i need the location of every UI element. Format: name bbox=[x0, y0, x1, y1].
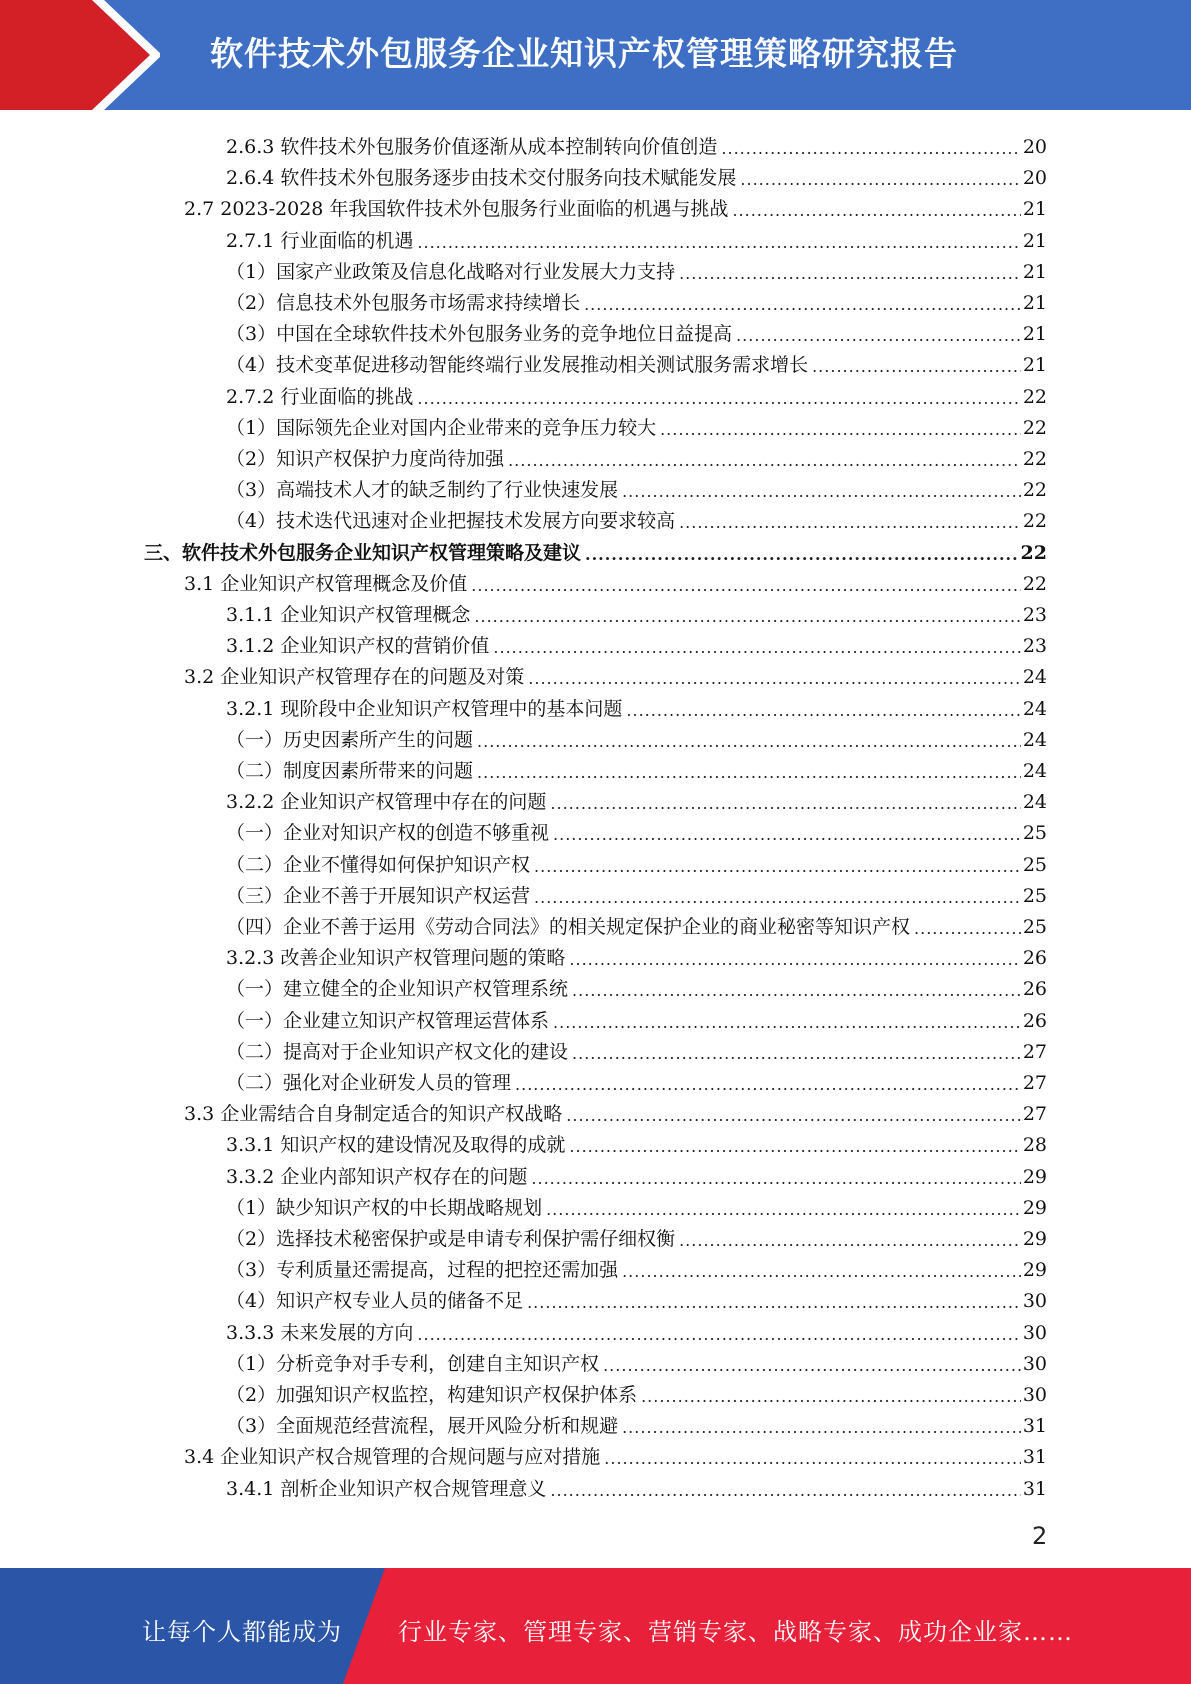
toc-entry[interactable] bbox=[184, 1095, 1047, 1126]
toc-entry-title: 2.7.1 行业面临的机遇 bbox=[226, 229, 414, 252]
toc-entry-title: （1）国家产业政策及信息化战略对行业发展大力支持 bbox=[226, 260, 676, 283]
toc-entry[interactable] bbox=[226, 378, 1047, 409]
toc-entry-title: 3.4 企业知识产权合规管理的合规问题与应对措施 bbox=[184, 1446, 601, 1469]
toc-dot-leader bbox=[572, 1040, 1021, 1064]
toc-entry-page: 24 bbox=[1022, 760, 1047, 782]
toc-entry[interactable] bbox=[226, 814, 1047, 845]
toc-entry[interactable] bbox=[226, 1345, 1047, 1376]
toc-dot-leader bbox=[914, 915, 1021, 939]
toc-entry-title: （1）缺少知识产权的中长期战略规划 bbox=[226, 1196, 543, 1219]
toc-dot-leader bbox=[584, 291, 1021, 315]
toc-entry[interactable] bbox=[226, 783, 1047, 814]
toc-entry-page: 22 bbox=[1022, 416, 1047, 439]
toc-entry-title: （2）知识产权保护力度尚待加强 bbox=[226, 448, 505, 470]
toc-entry-page: 23 bbox=[1022, 604, 1047, 626]
toc-entry-page: 24 bbox=[1022, 666, 1047, 689]
toc-dot-leader bbox=[736, 322, 1021, 346]
toc-entry-title: （一）建立健全的企业知识产权管理系统 bbox=[226, 978, 569, 1001]
toc-entry-page: 21 bbox=[1022, 354, 1047, 377]
page-number: 2 bbox=[1032, 1522, 1048, 1550]
toc-dot-leader bbox=[679, 1227, 1021, 1251]
toc-entry-title: 3.2.3 改善企业知识产权管理问题的策略 bbox=[226, 947, 566, 970]
toc-entry-page: 29 bbox=[1022, 1259, 1047, 1282]
toc-entry-page: 22 bbox=[1022, 385, 1047, 408]
toc-entry-title: （一）历史因素所产生的问题 bbox=[226, 728, 474, 751]
toc-entry-title: 3.3.2 企业内部知识产权存在的问题 bbox=[226, 1165, 528, 1188]
toc-entry-page: 24 bbox=[1022, 791, 1047, 814]
toc-dot-leader bbox=[553, 1009, 1021, 1033]
toc-entry-title: 2.6.3 软件技术外包服务价值逐渐从成本控制转向价值创造 bbox=[226, 136, 718, 158]
toc-entry-page: 29 bbox=[1022, 1165, 1047, 1188]
toc-dot-leader bbox=[553, 821, 1021, 845]
toc-entry-title: （4）技术变革促进移动智能终端行业发展推动相关测试服务需求增长 bbox=[226, 354, 809, 377]
toc-entry-title: 三、软件技术外包服务企业知识产权管理策略及建议 bbox=[144, 541, 582, 564]
page-footer bbox=[0, 1568, 1191, 1684]
toc-entry-title: （4）知识产权专业人员的储备不足 bbox=[226, 1290, 524, 1313]
toc-entry[interactable] bbox=[226, 128, 1047, 159]
toc-entry[interactable] bbox=[226, 409, 1047, 440]
toc-entry[interactable] bbox=[226, 627, 1047, 658]
toc-entry-page: 30 bbox=[1022, 1290, 1047, 1313]
toc-dot-leader bbox=[417, 229, 1020, 253]
page-header bbox=[0, 0, 1191, 110]
toc-dot-leader bbox=[471, 572, 1021, 596]
toc-entry-page: 31 bbox=[1022, 1446, 1047, 1469]
footer-slogan-right: 行业专家、管理专家、营销专家、战略专家、成功企业家…… bbox=[398, 1618, 1073, 1646]
toc-entry[interactable] bbox=[226, 846, 1047, 877]
toc-entry-title: （3）专利质量还需提高，过程的把控还需加强 bbox=[226, 1259, 619, 1282]
toc-dot-leader bbox=[528, 665, 1021, 689]
toc-dot-leader bbox=[572, 977, 1021, 1001]
toc-dot-leader bbox=[550, 790, 1020, 814]
toc-dot-leader bbox=[641, 1383, 1021, 1407]
toc-entry[interactable] bbox=[226, 159, 1047, 190]
toc-dot-leader bbox=[732, 197, 1020, 221]
toc-entry[interactable] bbox=[226, 1064, 1047, 1095]
toc-entry-title: （一）企业建立知识产权管理运营体系 bbox=[226, 1009, 550, 1032]
toc-entry[interactable] bbox=[226, 1376, 1047, 1407]
toc-entry-title: 3.4.1 剖析企业知识产权合规管理意义 bbox=[226, 1477, 547, 1500]
toc-entry-title: （3）全面规范经营流程，展开风险分析和规避 bbox=[226, 1415, 619, 1438]
toc-dot-leader bbox=[493, 634, 1020, 658]
toc-entry[interactable] bbox=[226, 471, 1047, 502]
toc-entry-page: 21 bbox=[1022, 292, 1047, 314]
toc-entry-page: 21 bbox=[1022, 323, 1047, 346]
toc-entry-title: （二）企业不懂得如何保护知识产权 bbox=[226, 853, 531, 876]
toc-entry[interactable] bbox=[184, 658, 1047, 689]
toc-entry-title: 3.1.1 企业知识产权管理概念 bbox=[226, 604, 471, 626]
toc-dot-leader bbox=[622, 1258, 1021, 1282]
toc-entry-title: （二）制度因素所带来的问题 bbox=[226, 760, 474, 782]
toc-entry[interactable] bbox=[226, 1251, 1047, 1282]
toc-entry-title: （1）国际领先企业对国内企业带来的竞争压力较大 bbox=[226, 416, 657, 439]
toc-entry-title: （一）企业对知识产权的创造不够重视 bbox=[226, 822, 550, 845]
toc-entry[interactable] bbox=[226, 1282, 1047, 1313]
toc-dot-leader bbox=[622, 1414, 1021, 1438]
toc-entry-page: 22 bbox=[1022, 479, 1047, 502]
toc-dot-leader bbox=[603, 1352, 1021, 1376]
toc-entry[interactable] bbox=[226, 690, 1047, 721]
toc-dot-leader bbox=[534, 853, 1021, 877]
toc-entry[interactable] bbox=[226, 1314, 1047, 1345]
toc-dot-leader bbox=[660, 416, 1021, 440]
toc-dot-leader bbox=[546, 1196, 1021, 1220]
toc-entry-title: 3.3 企业需结合自身制定适合的知识产权战略 bbox=[184, 1103, 563, 1126]
toc-entry[interactable] bbox=[226, 596, 1047, 627]
toc-entry-page: 21 bbox=[1022, 260, 1047, 283]
toc-entry[interactable] bbox=[226, 1407, 1047, 1438]
toc-entry-page: 23 bbox=[1022, 635, 1047, 658]
toc-entry-page: 25 bbox=[1022, 884, 1047, 907]
toc-dot-leader bbox=[417, 385, 1020, 409]
toc-entry-page: 22 bbox=[1022, 572, 1047, 595]
toc-entry[interactable] bbox=[226, 346, 1047, 377]
toc-entry-title: （四）企业不善于运用《劳动合同法》的相关规定保护企业的商业秘密等知识产权 bbox=[226, 916, 911, 938]
toc-entry-page: 21 bbox=[1022, 229, 1047, 252]
toc-dot-leader bbox=[569, 1133, 1020, 1157]
toc-entry-page: 21 bbox=[1022, 198, 1047, 221]
toc-entry-title: （2）选择技术秘密保护或是申请专利保护需仔细权衡 bbox=[226, 1228, 676, 1250]
toc-entry[interactable] bbox=[226, 1158, 1047, 1189]
toc-entry-title: 3.1.2 企业知识产权的营销价值 bbox=[226, 635, 490, 658]
toc-entry-page: 20 bbox=[1022, 167, 1047, 190]
toc-entry-page: 31 bbox=[1022, 1415, 1047, 1438]
toc-dot-leader bbox=[477, 728, 1021, 752]
report-title: 软件技术外包服务企业知识产权管理策略研究报告 bbox=[210, 34, 958, 73]
toc-entry[interactable] bbox=[144, 534, 1047, 565]
toc-entry-title: （2）信息技术外包服务市场需求持续增长 bbox=[226, 292, 581, 314]
toc-dot-leader bbox=[531, 1165, 1020, 1189]
toc-dot-leader bbox=[679, 509, 1021, 533]
toc-entry-page: 22 bbox=[1022, 448, 1047, 470]
toc-entry-page: 22 bbox=[1020, 541, 1047, 564]
toc-entry[interactable] bbox=[226, 752, 1047, 783]
toc-dot-leader bbox=[566, 1102, 1021, 1126]
toc-entry-title: （1）分析竞争对手专利，创建自主知识产权 bbox=[226, 1352, 600, 1375]
toc-entry-page: 25 bbox=[1022, 916, 1047, 938]
toc-entry[interactable] bbox=[226, 1220, 1047, 1251]
toc-entry-page: 29 bbox=[1022, 1196, 1047, 1219]
toc-entry-page: 30 bbox=[1022, 1384, 1047, 1406]
toc-entry-page: 24 bbox=[1022, 728, 1047, 751]
toc-dot-leader bbox=[477, 759, 1021, 783]
toc-entry[interactable] bbox=[226, 1189, 1047, 1220]
toc-entry[interactable] bbox=[184, 1438, 1047, 1469]
toc-entry-page: 27 bbox=[1022, 1040, 1047, 1063]
toc-entry-page: 27 bbox=[1022, 1072, 1047, 1094]
toc-entry-page: 27 bbox=[1022, 1103, 1047, 1126]
toc-dot-leader bbox=[508, 447, 1021, 471]
toc-entry-title: 2.7.2 行业面临的挑战 bbox=[226, 385, 414, 408]
toc-entry-page: 25 bbox=[1022, 853, 1047, 876]
toc-entry-title: 3.2 企业知识产权管理存在的问题及对策 bbox=[184, 666, 525, 689]
toc-dot-leader bbox=[515, 1071, 1021, 1095]
toc-dot-leader bbox=[679, 260, 1021, 284]
toc-entry-title: 3.3.1 知识产权的建设情况及取得的成就 bbox=[226, 1134, 566, 1157]
footer-slogan-left: 让每个人都能成为 bbox=[142, 1618, 342, 1646]
toc-entry[interactable] bbox=[226, 440, 1047, 471]
toc-entry-title: 2.7 2023-2028 年我国软件技术外包服务行业面临的机遇与挑战 bbox=[184, 198, 729, 221]
toc-dot-leader bbox=[721, 135, 1020, 159]
toc-dot-leader bbox=[569, 946, 1020, 970]
toc-entry[interactable] bbox=[226, 315, 1047, 346]
toc-entry-title: （二）提高对于企业知识产权文化的建设 bbox=[226, 1040, 569, 1063]
toc-entry-title: （3）高端技术人才的缺乏制约了行业快速发展 bbox=[226, 479, 619, 502]
toc-entry-title: （2）加强知识产权监控，构建知识产权保护体系 bbox=[226, 1384, 638, 1406]
toc-entry-page: 24 bbox=[1022, 697, 1047, 720]
toc-entry[interactable] bbox=[226, 502, 1047, 533]
toc-entry[interactable] bbox=[184, 190, 1047, 221]
toc-dot-leader bbox=[417, 1321, 1020, 1345]
toc-entry-page: 20 bbox=[1022, 136, 1047, 158]
toc-dot-leader bbox=[474, 603, 1020, 627]
toc-dot-leader bbox=[534, 884, 1021, 908]
toc-entry-page: 30 bbox=[1022, 1321, 1047, 1344]
toc-entry[interactable] bbox=[226, 253, 1047, 284]
toc-entry[interactable] bbox=[226, 1002, 1047, 1033]
toc-entry-title: 3.3.3 未来发展的方向 bbox=[226, 1321, 414, 1344]
toc-entry-title: （4）技术迭代迅速对企业把握技术发展方向要求较高 bbox=[226, 510, 676, 533]
toc-entry-title: 2.6.4 软件技术外包服务逐步由技术交付服务向技术赋能发展 bbox=[226, 167, 737, 190]
toc-entry-page: 26 bbox=[1022, 947, 1047, 970]
toc-dot-leader bbox=[550, 1477, 1020, 1501]
toc-entry-page: 28 bbox=[1022, 1134, 1047, 1157]
toc-entry-page: 30 bbox=[1022, 1352, 1047, 1375]
toc-entry[interactable] bbox=[226, 970, 1047, 1001]
toc-entry-page: 25 bbox=[1022, 822, 1047, 845]
toc-entry-page: 26 bbox=[1022, 978, 1047, 1001]
toc-entry-page: 26 bbox=[1022, 1009, 1047, 1032]
toc-entry[interactable] bbox=[226, 1033, 1047, 1064]
toc-dot-leader bbox=[740, 166, 1020, 190]
toc-entry-page: 29 bbox=[1022, 1228, 1047, 1250]
toc-entry-title: 3.1 企业知识产权管理概念及价值 bbox=[184, 572, 468, 595]
header-red-arrow bbox=[0, 0, 150, 110]
toc-entry-title: （三）企业不善于开展知识产权运营 bbox=[226, 884, 531, 907]
toc-entry-title: （3）中国在全球软件技术外包服务业务的竞争地位日益提高 bbox=[226, 323, 733, 346]
toc-entry[interactable] bbox=[184, 565, 1047, 596]
toc-entry-page: 31 bbox=[1022, 1477, 1047, 1500]
toc-dot-leader bbox=[604, 1445, 1021, 1469]
toc-entry[interactable] bbox=[226, 284, 1047, 315]
toc-entry[interactable] bbox=[226, 1126, 1047, 1157]
toc-entry-title: 3.2.2 企业知识产权管理中存在的问题 bbox=[226, 791, 547, 814]
toc-entry-title: （二）强化对企业研发人员的管理 bbox=[226, 1072, 512, 1094]
toc-entry[interactable] bbox=[226, 877, 1047, 908]
toc-entry[interactable] bbox=[226, 908, 1047, 939]
toc-entry[interactable] bbox=[226, 939, 1047, 970]
toc-dot-leader bbox=[527, 1289, 1021, 1313]
toc-entry[interactable] bbox=[226, 721, 1047, 752]
toc-entry-page: 22 bbox=[1022, 510, 1047, 533]
toc-dot-leader bbox=[622, 478, 1021, 502]
toc-entry-title: 3.2.1 现阶段中企业知识产权管理中的基本问题 bbox=[226, 697, 623, 720]
toc-dot-leader bbox=[626, 697, 1020, 721]
toc-dot-leader bbox=[812, 353, 1021, 377]
toc-entry[interactable] bbox=[226, 222, 1047, 253]
toc-entry[interactable] bbox=[226, 1470, 1047, 1501]
toc-dot-leader bbox=[585, 541, 1019, 565]
